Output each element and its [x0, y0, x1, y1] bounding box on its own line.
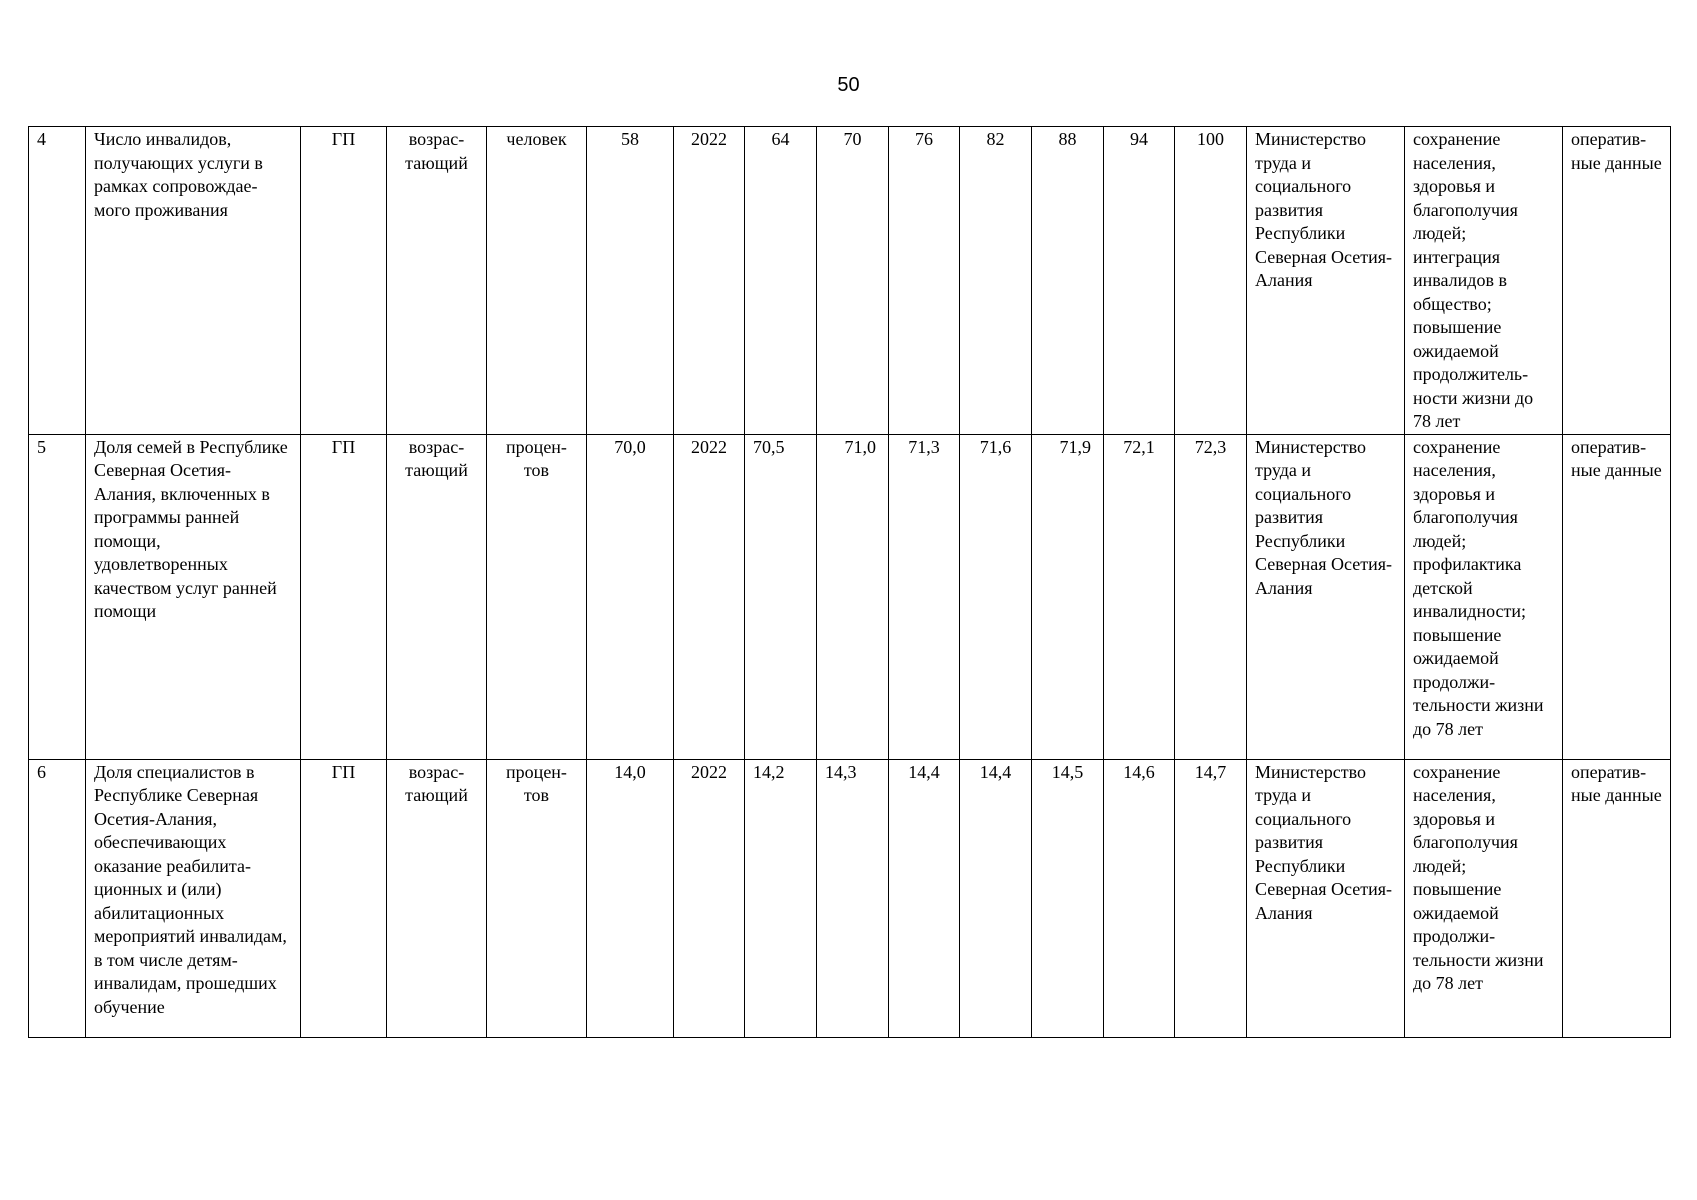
indicator-name: Доля специалистов в Республике Северная Осетия-Алания, обеспечивающих оказание реабилита-ционных и (или) абилитационных мероприятий инвалидам, в том числе детям-инвалидам, прошедших обучение — [86, 759, 301, 1037]
row-number: 5 — [29, 434, 86, 759]
indicators-table — [28, 126, 1671, 1038]
base-year: 2022 — [674, 127, 745, 435]
target-value: 71,0 — [817, 434, 889, 759]
table-row — [29, 127, 1671, 435]
indicator-unit: процен- тов — [487, 759, 587, 1037]
data-source: оператив-ные данные — [1563, 759, 1671, 1037]
target-value: 70,5 — [745, 434, 817, 759]
target-value: 71,3 — [889, 434, 960, 759]
table-row — [29, 434, 1671, 759]
target-value: 14,6 — [1104, 759, 1175, 1037]
indicator-level: ГП — [301, 434, 387, 759]
responsible-body: Министерство труда и социального развития Республики Северная Осетия-Алания — [1247, 434, 1405, 759]
indicator-name: Доля семей в Республике Северная Осетия-Алания, включенных в программы ранней помощи, удовлетворенных качеством услуг ранней помощи — [86, 434, 301, 759]
indicator-level: ГП — [301, 127, 387, 435]
target-value: 14,5 — [1032, 759, 1104, 1037]
target-value: 71,6 — [960, 434, 1032, 759]
target-value: 14,4 — [960, 759, 1032, 1037]
target-value: 70 — [817, 127, 889, 435]
base-value: 58 — [587, 127, 674, 435]
target-value: 100 — [1175, 127, 1247, 435]
page-number: 50 — [837, 74, 860, 96]
table-row — [29, 759, 1671, 1037]
data-source: оператив-ные данные — [1563, 434, 1671, 759]
target-value: 94 — [1104, 127, 1175, 435]
target-value: 64 — [745, 127, 817, 435]
indicator-name: Число инвалидов, получающих услуги в рамках сопровождае-мого проживания — [86, 127, 301, 435]
target-value: 72,1 — [1104, 434, 1175, 759]
indicator-trend: возрас- тающий — [387, 127, 487, 435]
target-value: 72,3 — [1175, 434, 1247, 759]
target-value: 14,7 — [1175, 759, 1247, 1037]
base-value: 14,0 — [587, 759, 674, 1037]
base-year: 2022 — [674, 434, 745, 759]
target-value: 71,9 — [1032, 434, 1104, 759]
target-value: 82 — [960, 127, 1032, 435]
base-year: 2022 — [674, 759, 745, 1037]
base-value: 70,0 — [587, 434, 674, 759]
indicator-level: ГП — [301, 759, 387, 1037]
target-value: 76 — [889, 127, 960, 435]
indicator-unit: процен- тов — [487, 434, 587, 759]
row-number: 6 — [29, 759, 86, 1037]
indicator-trend: возрас- тающий — [387, 759, 487, 1037]
national-goal: сохранение населения, здоровья и благополучия людей; повышение ожидаемой продолжи-тельности жизни до 78 лет — [1405, 759, 1563, 1037]
responsible-body: Министерство труда и социального развития Республики Северная Осетия-Алания — [1247, 759, 1405, 1037]
indicator-unit: человек — [487, 127, 587, 435]
target-value: 14,2 — [745, 759, 817, 1037]
target-value: 14,4 — [889, 759, 960, 1037]
national-goal: сохранение населения, здоровья и благополучия людей; профилактика детской инвалидности; повышение ожидаемой продолжи-тельности жизни до 78 лет — [1405, 434, 1563, 759]
responsible-body: Министерство труда и социального развития Республики Северная Осетия-Алания — [1247, 127, 1405, 435]
indicator-trend: возрас- тающий — [387, 434, 487, 759]
row-number: 4 — [29, 127, 86, 435]
target-value: 88 — [1032, 127, 1104, 435]
target-value: 14,3 — [817, 759, 889, 1037]
national-goal: сохранение населения, здоровья и благополучия людей; интеграция инвалидов в общество; повышение ожидаемой продолжитель-ности жизни до 78 лет — [1405, 127, 1563, 435]
data-source: оператив-ные данные — [1563, 127, 1671, 435]
